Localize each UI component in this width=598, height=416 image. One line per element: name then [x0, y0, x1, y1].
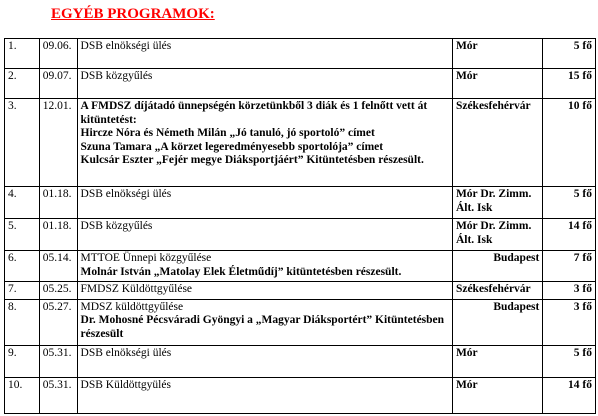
row-number: 3.	[5, 99, 40, 187]
row-place: Mór Dr. Zimm. Ált. Isk	[452, 219, 542, 251]
table-row	[5, 282, 596, 300]
row-number: 5.	[5, 219, 40, 251]
row-number: 4.	[5, 187, 40, 219]
row-count: 5 fő	[543, 39, 596, 69]
table-row	[5, 219, 596, 251]
row-place: Mór Dr. Zimm. Ált. Isk	[452, 187, 542, 219]
row-description	[77, 187, 452, 219]
row-number: 9.	[5, 345, 40, 377]
description-title: DSB közgyűlés	[80, 220, 153, 232]
row-number: 2.	[5, 69, 40, 99]
row-date: 09.06.	[39, 39, 77, 69]
row-number: 7.	[5, 282, 40, 300]
row-description	[77, 39, 452, 69]
description-title: DSB elnökségi ülés	[80, 40, 172, 52]
row-description	[77, 69, 452, 99]
description-title: DSB elnökségi ülés	[80, 346, 172, 359]
description-title: FMDSZ Küldöttgyűlése	[80, 283, 193, 295]
table-row	[5, 345, 596, 377]
row-date: 01.18.	[39, 219, 77, 251]
description-detail: Kulcsár Eszter „Fejér megye Diáksportjáért” Kitüntetésben részesült.	[80, 154, 424, 166]
row-count: 3 fő	[543, 282, 596, 300]
row-place: Budapest	[452, 299, 542, 345]
row-description	[77, 219, 452, 251]
row-place: Székesfehérvár	[452, 99, 542, 187]
description-detail: Szuna Tamara „A körzet legeredményesebb sportolója” címet	[80, 140, 384, 153]
row-description	[77, 299, 452, 345]
row-place: Mór	[452, 377, 542, 413]
row-number: 10.	[5, 377, 40, 413]
row-number: 6.	[5, 251, 40, 282]
table-row	[5, 39, 596, 69]
description-detail: Molnár István „Matolay Elek Életműdíj” kitüntetésben részesült.	[80, 265, 402, 278]
row-date: 12.01.	[39, 99, 77, 187]
row-count: 5 fő	[543, 345, 596, 377]
row-date: 05.25.	[39, 282, 77, 300]
programs-table	[4, 38, 596, 414]
row-description	[77, 377, 452, 413]
row-place: Mór	[452, 345, 542, 377]
row-count: 15 fő	[543, 69, 596, 99]
row-date: 05.31.	[39, 345, 77, 377]
table-row	[5, 299, 596, 345]
table-row	[5, 187, 596, 219]
table-row	[5, 377, 596, 413]
row-place: Mór	[452, 69, 542, 99]
row-place: Székesfehérvár	[452, 282, 542, 300]
description-title: DSB közgyűlés	[80, 70, 153, 82]
row-description	[77, 251, 452, 282]
row-date: 05.31.	[39, 377, 77, 413]
row-count: 7 fő	[543, 251, 596, 282]
row-count: 5 fő	[543, 187, 596, 219]
description-title: DSB elnökségi ülés	[80, 188, 172, 200]
table-row	[5, 99, 596, 187]
row-description	[77, 99, 452, 187]
row-count: 14 fő	[543, 377, 596, 413]
row-count: 3 fő	[543, 299, 596, 345]
section-title: EGYÉB PROGRAMOK:	[51, 6, 215, 22]
table-row	[5, 69, 596, 99]
table-row	[5, 251, 596, 282]
row-date: 05.27.	[39, 299, 77, 345]
row-number: 8.	[5, 299, 40, 345]
row-count: 14 fő	[543, 219, 596, 251]
row-number: 1.	[5, 39, 40, 69]
description-title: A FMDSZ díjátadó ünnepségén körzetünkből 3 diák és 1 felnőtt vett át kitüntetést:	[80, 100, 428, 126]
row-date: 09.07.	[39, 69, 77, 99]
description-title: DSB Küldöttgyülés	[80, 378, 171, 391]
description-detail: Hircze Nóra és Németh Milán „Jó tanuló, jó sportoló” címet	[80, 127, 375, 139]
description-title: MDSZ küldöttgyűlése	[80, 300, 184, 313]
row-place: Budapest	[452, 251, 542, 282]
row-description	[77, 282, 452, 300]
row-date: 01.18.	[39, 187, 77, 219]
row-count: 10 fő	[543, 99, 596, 187]
row-date: 05.14.	[39, 251, 77, 282]
description-title: MTTOE Ünnepi közgyűlése	[80, 252, 212, 264]
row-description	[77, 345, 452, 377]
row-place: Mór	[452, 39, 542, 69]
description-detail: Dr. Mohosné Pécsváradi Gyöngyi a „Magyar Diáksportért” Kitüntetésben részesült	[80, 314, 445, 340]
